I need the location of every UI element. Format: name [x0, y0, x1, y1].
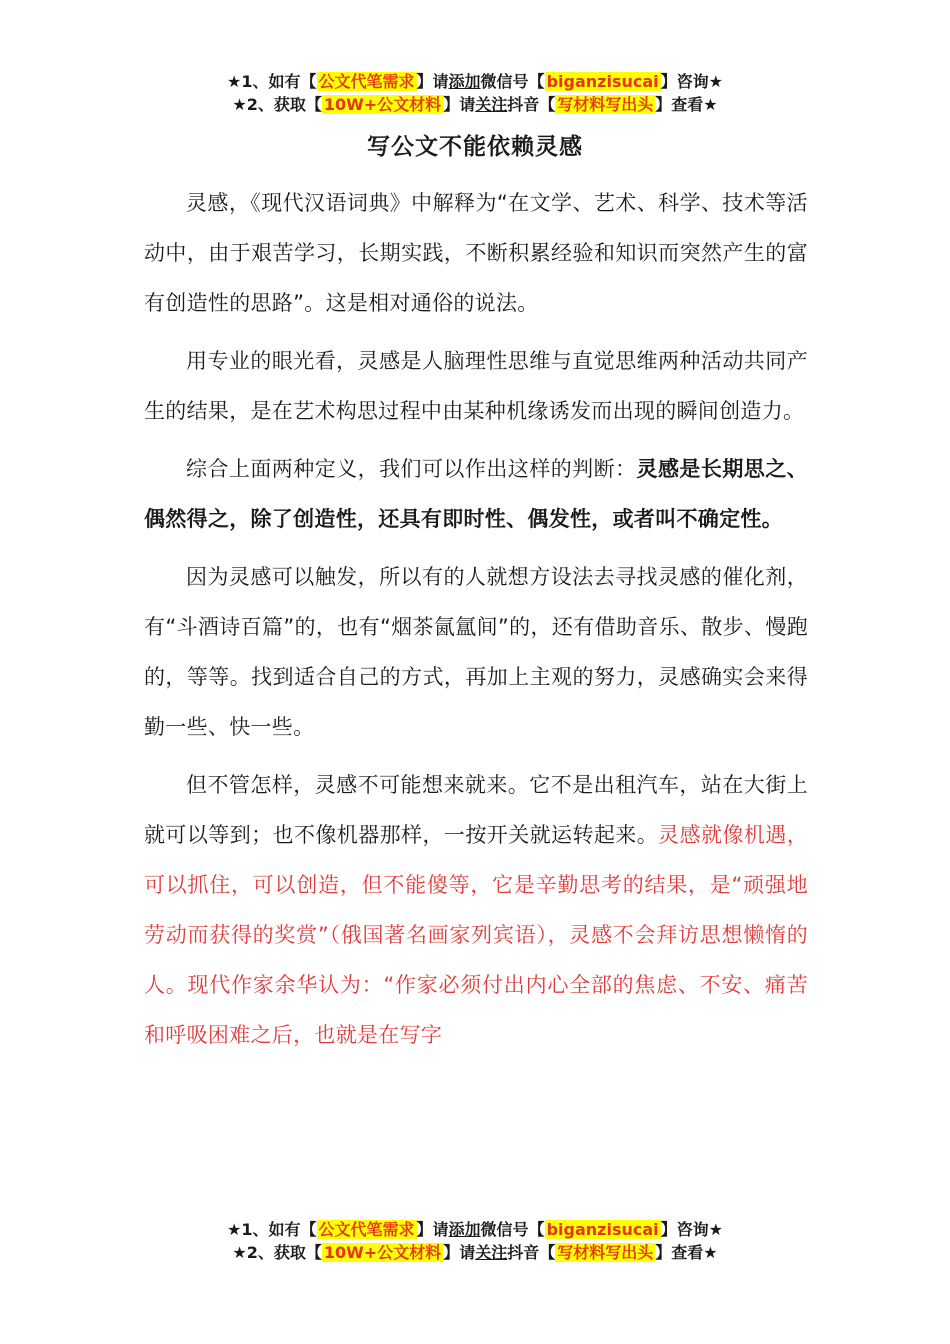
banner-underline: 添加	[448, 72, 481, 91]
banner-highlight: 公文代笔需求	[318, 1220, 415, 1239]
banner-line-2	[0, 93, 950, 116]
banner-highlight: 10W+公文材料	[323, 95, 442, 114]
document-body	[144, 178, 808, 1068]
banner-text: 微信号【	[480, 1220, 545, 1239]
banner-text: 】请	[443, 1243, 476, 1262]
banner-line-2	[0, 1241, 950, 1264]
paragraph-5	[144, 760, 808, 1060]
paragraph-4: 因为灵感可以触发，所以有的人就想方设法去寻找灵感的催化剂，有“斗酒诗百篇”的，也有“烟茶氤氲间”的，还有借助音乐、散步、慢跑的，等等。找到适合自己的方式，再加上主观的努力，灵感确实会来得勤一些、快一些。	[144, 565, 808, 739]
banner-underline: 添加	[448, 1220, 481, 1239]
banner-text: ★1、如有【	[227, 1220, 317, 1239]
banner-text: 抖音【	[507, 1243, 556, 1262]
paragraph-2: 用专业的眼光看，灵感是人脑理性思维与直觉思维两种活动共同产生的结果，是在艺术构思过程中由某种机缘诱发而出现的瞬间创造力。	[144, 349, 808, 423]
banner-text: 抖音【	[507, 95, 556, 114]
banner-text: 】查看★	[655, 95, 718, 114]
paragraph-1: 灵感，《现代汉语词典》中解释为“在文学、艺术、科学、技术等活动中，由于艰苦学习，长期实践，不断积累经验和知识而突然产生的富有创造性的思路”。这是相对通俗的说法。	[144, 191, 808, 315]
banner-underline: 关注	[475, 1243, 508, 1262]
banner-highlight: 公文代笔需求	[318, 72, 415, 91]
banner-text: 】请	[416, 1220, 449, 1239]
banner-text: 微信号【	[480, 72, 545, 91]
banner-highlight: 10W+公文材料	[323, 1243, 442, 1262]
banner-underline: 关注	[475, 95, 508, 114]
paragraph-5-highlight-red: 灵感就像机遇，可以抓住，可以创造，但不能傻等，它是辛勤思考的结果，是“顽强地劳动而获得的奖赏”（俄国著名画家列宾语），灵感不会拜访思想懒惰的人。现代作家余华认为：“作家必须付出内心全部的焦虑、不安、痛苦和呼吸困难之后，也就是在写字	[144, 823, 808, 1047]
paragraph-5-text: 但不管怎样，灵感不可能想来就来。它不是出租汽车，站在大街上就可以等到；也不像机器那样，一按开关就运转起来。	[144, 773, 808, 847]
banner-text: ★1、如有【	[227, 72, 317, 91]
banner-text: 】咨询★	[660, 72, 723, 91]
banner-line-1	[0, 1218, 950, 1241]
banner-text: ★2、获取【	[232, 95, 322, 114]
banner-highlight-douyin: 写材料写出头	[557, 95, 654, 114]
banner-highlight-wechat: biganzisucai	[546, 1220, 659, 1239]
banner-line-1	[0, 70, 950, 93]
banner-highlight-wechat: biganzisucai	[546, 72, 659, 91]
banner-highlight-douyin: 写材料写出头	[557, 1243, 654, 1262]
header-banner	[0, 70, 950, 116]
banner-text: 】请	[416, 72, 449, 91]
paragraph-3	[144, 444, 808, 544]
footer-banner	[0, 1218, 950, 1264]
banner-text: 】咨询★	[660, 1220, 723, 1239]
banner-text: 】请	[443, 95, 476, 114]
document-title: 写公文不能依赖灵感	[367, 134, 583, 160]
paragraph-3-emphasis: 灵感是长期思之、偶然得之，除了创造性，还具有即时性、偶发性，或者叫不确定性。	[144, 457, 808, 531]
paragraph-3-text: 综合上面两种定义，我们可以作出这样的判断：	[186, 457, 637, 481]
banner-text: ★2、获取【	[232, 1243, 322, 1262]
banner-text: 】查看★	[655, 1243, 718, 1262]
